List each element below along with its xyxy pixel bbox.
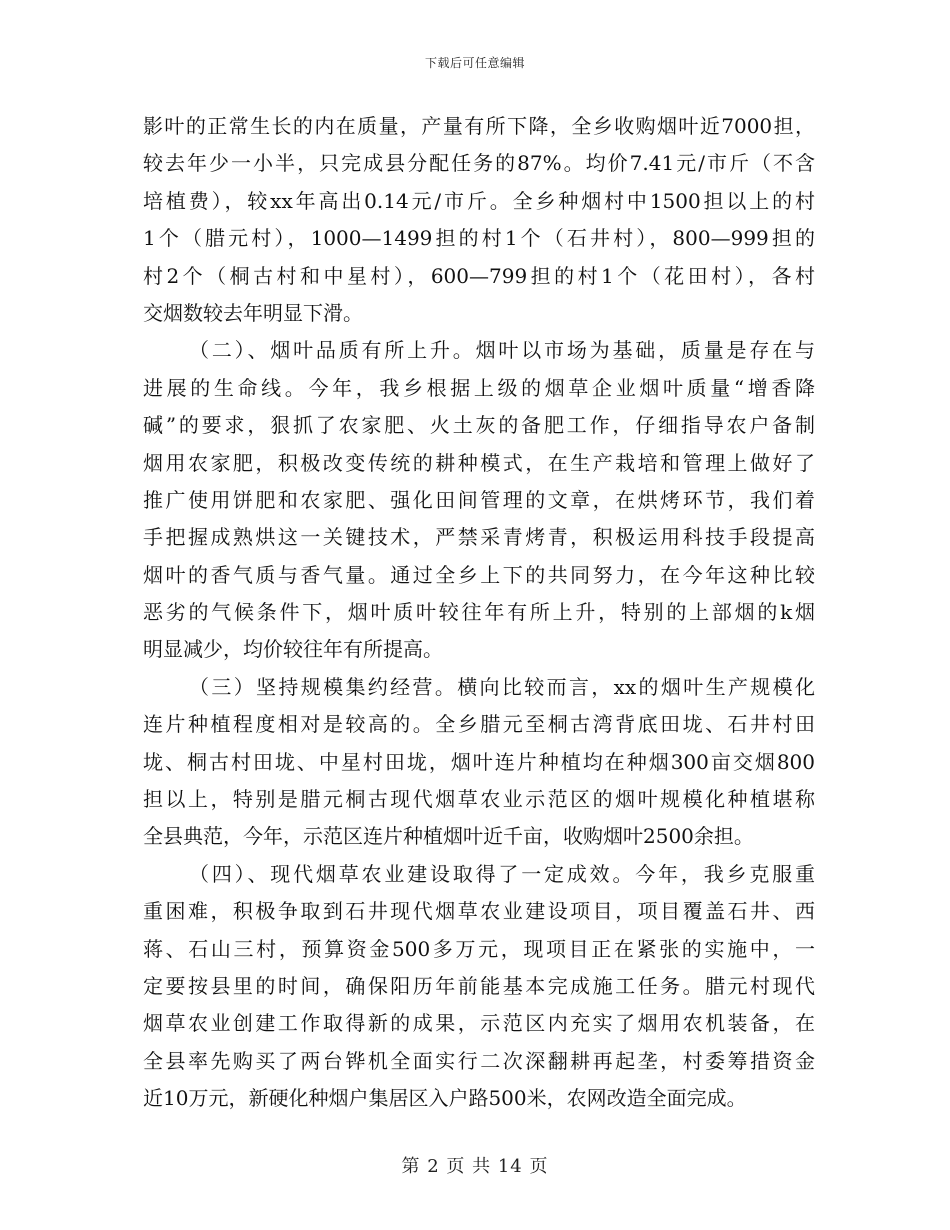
- text-line: 全县典范，今年，示范区连片种植烟叶近千亩，收购烟叶2500余担。: [143, 824, 754, 849]
- page-header: 下载后可任意编辑: [424, 56, 525, 70]
- text-line: 明显减少，均价较往年有所提高。: [143, 637, 443, 662]
- paragraph-start-line: （二）、烟叶品质有所上升。烟叶以市场为基础，质量是存在与: [189, 338, 815, 363]
- text-line: 手把握成熟烘这一关键技术，严禁采青烤青，积极运用科技手段提高: [143, 525, 815, 550]
- text-line: 近10万元，新硬化种烟户集居区入户路500米，农网改造全面完成。: [143, 1086, 747, 1111]
- text-line: 1个（腊元村），1000—1499担的村1个（石井村），800—999担的: [143, 226, 815, 251]
- text-line: 烟用农家肥，积极改变传统的耕种模式，在生产栽培和管理上做好了: [143, 450, 815, 475]
- text-line: 蒋、石山三村，预算资金500多万元，现项目正在紧张的实施中，一: [143, 936, 815, 961]
- text-line: 交烟数较去年明显下滑。: [143, 300, 363, 325]
- text-line: 推广使用饼肥和农家肥、强化田间管理的文章，在烘烤环节，我们着: [143, 487, 815, 512]
- text-line: 定要按县里的时间，确保阳历年前能基本完成施工任务。腊元村现代: [143, 973, 815, 998]
- text-line: 连片种植程度相对是较高的。全乡腊元至桐古湾背底田垅、石井村田: [143, 712, 815, 737]
- text-line: 村2个（桐古村和中星村），600—799担的村1个（花田村），各村: [143, 263, 815, 288]
- text-line: 培植费），较xx年高出0.14元/市斤。全乡种烟村中1500担以上的村: [143, 188, 815, 213]
- text-line: 垅、桐古村田垅、中星村田垅，烟叶连片种植均在种烟300亩交烟800: [143, 749, 815, 774]
- text-line: 担以上，特别是腊元桐古现代烟草农业示范区的烟叶规模化种植堪称: [143, 787, 815, 812]
- text-line: 影叶的正常生长的内在质量，产量有所下降，全乡收购烟叶近7000担，: [143, 114, 815, 138]
- text-line: 烟草农业创建工作取得新的成果，示范区内充实了烟用农机装备，在: [143, 1011, 815, 1036]
- text-line: 烟叶的香气质与香气量。通过全乡上下的共同努力，在今年这种比较: [143, 562, 815, 587]
- page-footer: 第 2 页 共 14 页: [401, 1156, 549, 1177]
- paragraph-start-line: （四）、现代烟草农业建设取得了一定成效。今年，我乡克服重: [189, 861, 815, 886]
- text-line: 碱”的要求，狠抓了农家肥、火土灰的备肥工作，仔细指导农户备制: [143, 413, 815, 438]
- text-line: 恶劣的气候条件下，烟叶质叶较往年有所上升，特别的上部烟的k烟: [143, 600, 815, 625]
- text-line: 重困难，积极争取到石井现代烟草农业建设项目，项目覆盖石井、西: [143, 899, 815, 924]
- paragraph-start-line: （三）坚持规模集约经营。横向比较而言，xx的烟叶生产规模化: [189, 674, 815, 699]
- document-body: [143, 108, 815, 1118]
- text-line: 全县率先购买了两台铧机全面实行二次深翻耕再起垄，村委筹措资金: [143, 1048, 815, 1073]
- text-line: 较去年少一小半，只完成县分配任务的87%。均价7.41元/市斤（不含: [143, 151, 815, 176]
- text-line: 进展的生命线。今年，我乡根据上级的烟草企业烟叶质量“增香降: [143, 375, 815, 400]
